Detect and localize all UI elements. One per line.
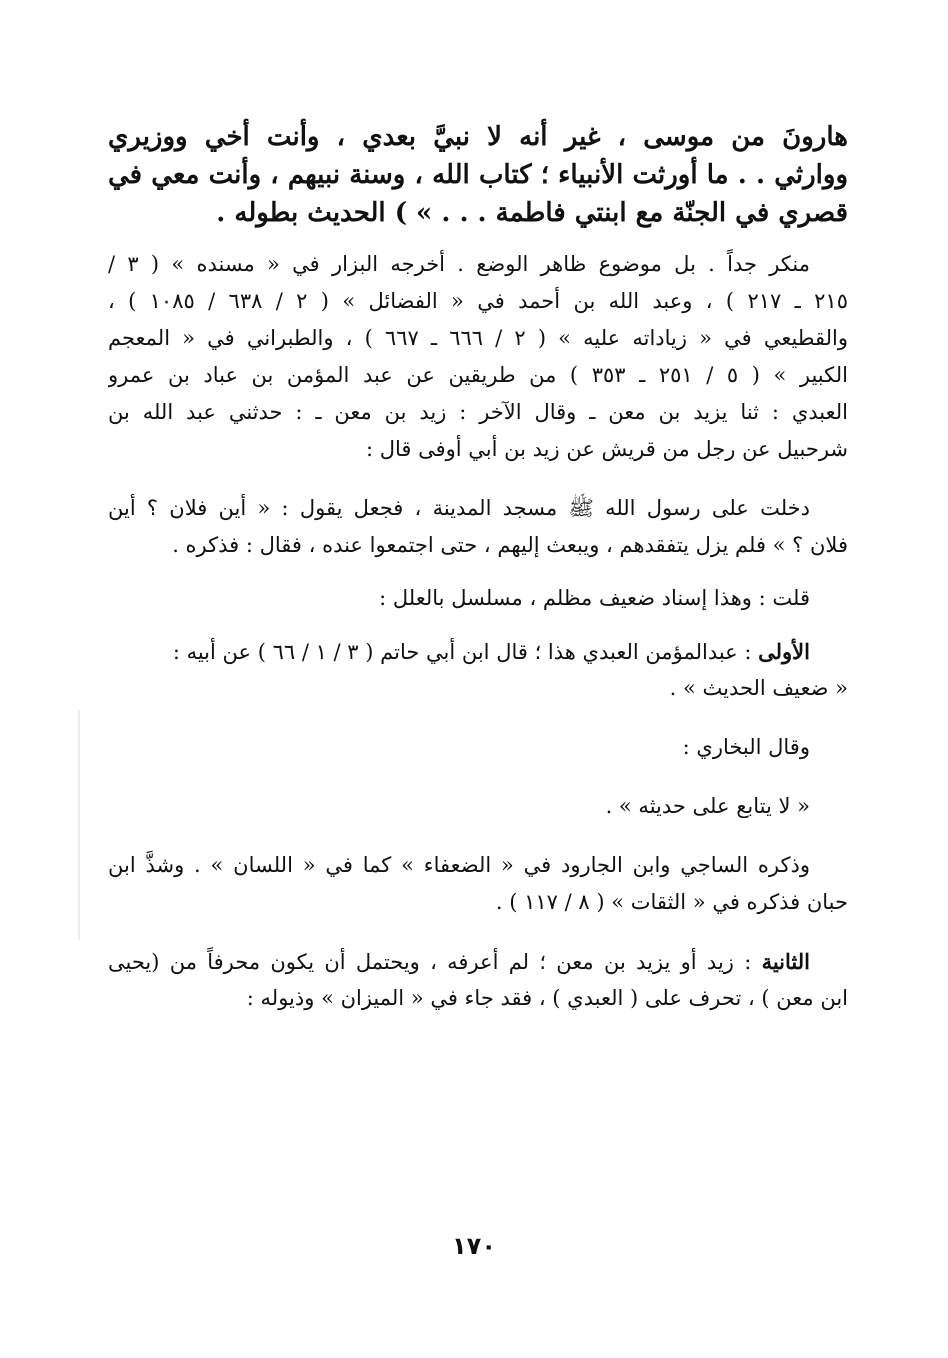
hadith-line: قصري في الجنّة مع ابنتي فاطمة . . . » ) الحديث بطوله .	[216, 198, 848, 228]
paragraph-line	[108, 633, 848, 670]
isnad-assessment-paragraph	[108, 580, 848, 617]
paragraph-line: فلان ؟ » فلم يزل يتفقدهم ، ويبعث إليهم ، حتى اجتمعوا عنده ، فقال : فذكره .	[172, 533, 848, 557]
paragraph-line: دخلت على رسول الله ﷺ مسجد المدينة ، فجعل يقول : « أين فلان ؟ أين	[108, 496, 810, 520]
hadith-text-block	[108, 118, 848, 232]
page-body	[108, 118, 848, 1017]
narration-paragraph	[108, 490, 848, 564]
takhrij-paragraph	[108, 246, 848, 468]
paragraph-line: وقال البخاري :	[682, 735, 810, 759]
paragraph-line: وذكره الساجي وابن الجارود في « الضعفاء » كما في « اللسان » . وشذَّ ابن	[108, 853, 810, 877]
paragraph-line: العبدي : ثنا يزيد بن معن ـ وقال الآخر : زيد بن معن ـ : حدثني عبد الله بن	[108, 400, 848, 424]
paragraph-line: « لا يتابع على حديثه » .	[605, 794, 810, 818]
paragraph-line: « ضعيف الحديث » .	[669, 676, 848, 700]
paragraph-line: منكر جداً . بل موضوع ظاهر الوضع . أخرجه البزار في « مسنده » ( ٣ /	[108, 252, 810, 276]
paragraph-line: والقطيعي في « زياداته عليه » ( ٢ / ٦٦٦ ـ ٦٦٧ ) ، والطبراني في « المعجم	[108, 326, 848, 350]
second-defect-text: : زيد أو يزيد بن معن ؛ لم أعرفه ، ويحتمل أن يكون محرفاً من (يحيى	[108, 950, 762, 974]
first-defect-text: : عبدالمؤمن العبدي هذا ؛ قال ابن أبي حاتم ( ٣ / ١ / ٦٦ ) عن أبيه :	[172, 640, 759, 664]
sajee-paragraph	[108, 847, 848, 921]
first-defect-paragraph	[108, 633, 848, 707]
bukhari-quote-intro	[108, 729, 848, 766]
bukhari-quote	[108, 788, 848, 825]
paragraph-line: شرحبيل عن رجل من قريش عن زيد بن أبي أوفى قال :	[365, 437, 848, 461]
second-defect-paragraph	[108, 943, 848, 1017]
paragraph-line	[108, 943, 848, 980]
page-number: ١٧٠	[452, 1232, 496, 1260]
second-defect-heading: الثانية	[761, 949, 810, 974]
paragraph-line: قلت : وهذا إسناد ضعيف مظلم ، مسلسل بالعلل :	[379, 586, 810, 610]
hadith-line: هارونَ من موسى ، غير أنه لا نبيَّ بعدي ، وأنت أخي ووزيري	[108, 122, 848, 152]
paragraph-line: الكبير » ( ٥ / ٢٥١ ـ ٣٥٣ ) من طريقين عن عبد المؤمن بن عباد بن عمرو	[108, 363, 848, 387]
paragraph-line: ابن معن ) ، تحرف على ( العبدي ) ، فقد جاء في « الميزان » وذيوله :	[246, 986, 848, 1010]
margin-rule	[78, 710, 80, 940]
first-defect-heading: الأولى	[758, 639, 810, 664]
hadith-line: ووارثي . . ما أورثت الأنبياء ؛ كتاب الله ، وسنة نبيهم ، وأنت معي في	[108, 160, 848, 190]
paragraph-line: ٢١٥ ـ ٢١٧ ) ، وعبد الله بن أحمد في « الفضائل » ( ٢ / ٦٣٨ / ١٠٨٥ ) ،	[108, 289, 848, 313]
paragraph-line: حبان فذكره في « الثقات » ( ٨ / ١١٧ ) .	[495, 890, 848, 914]
